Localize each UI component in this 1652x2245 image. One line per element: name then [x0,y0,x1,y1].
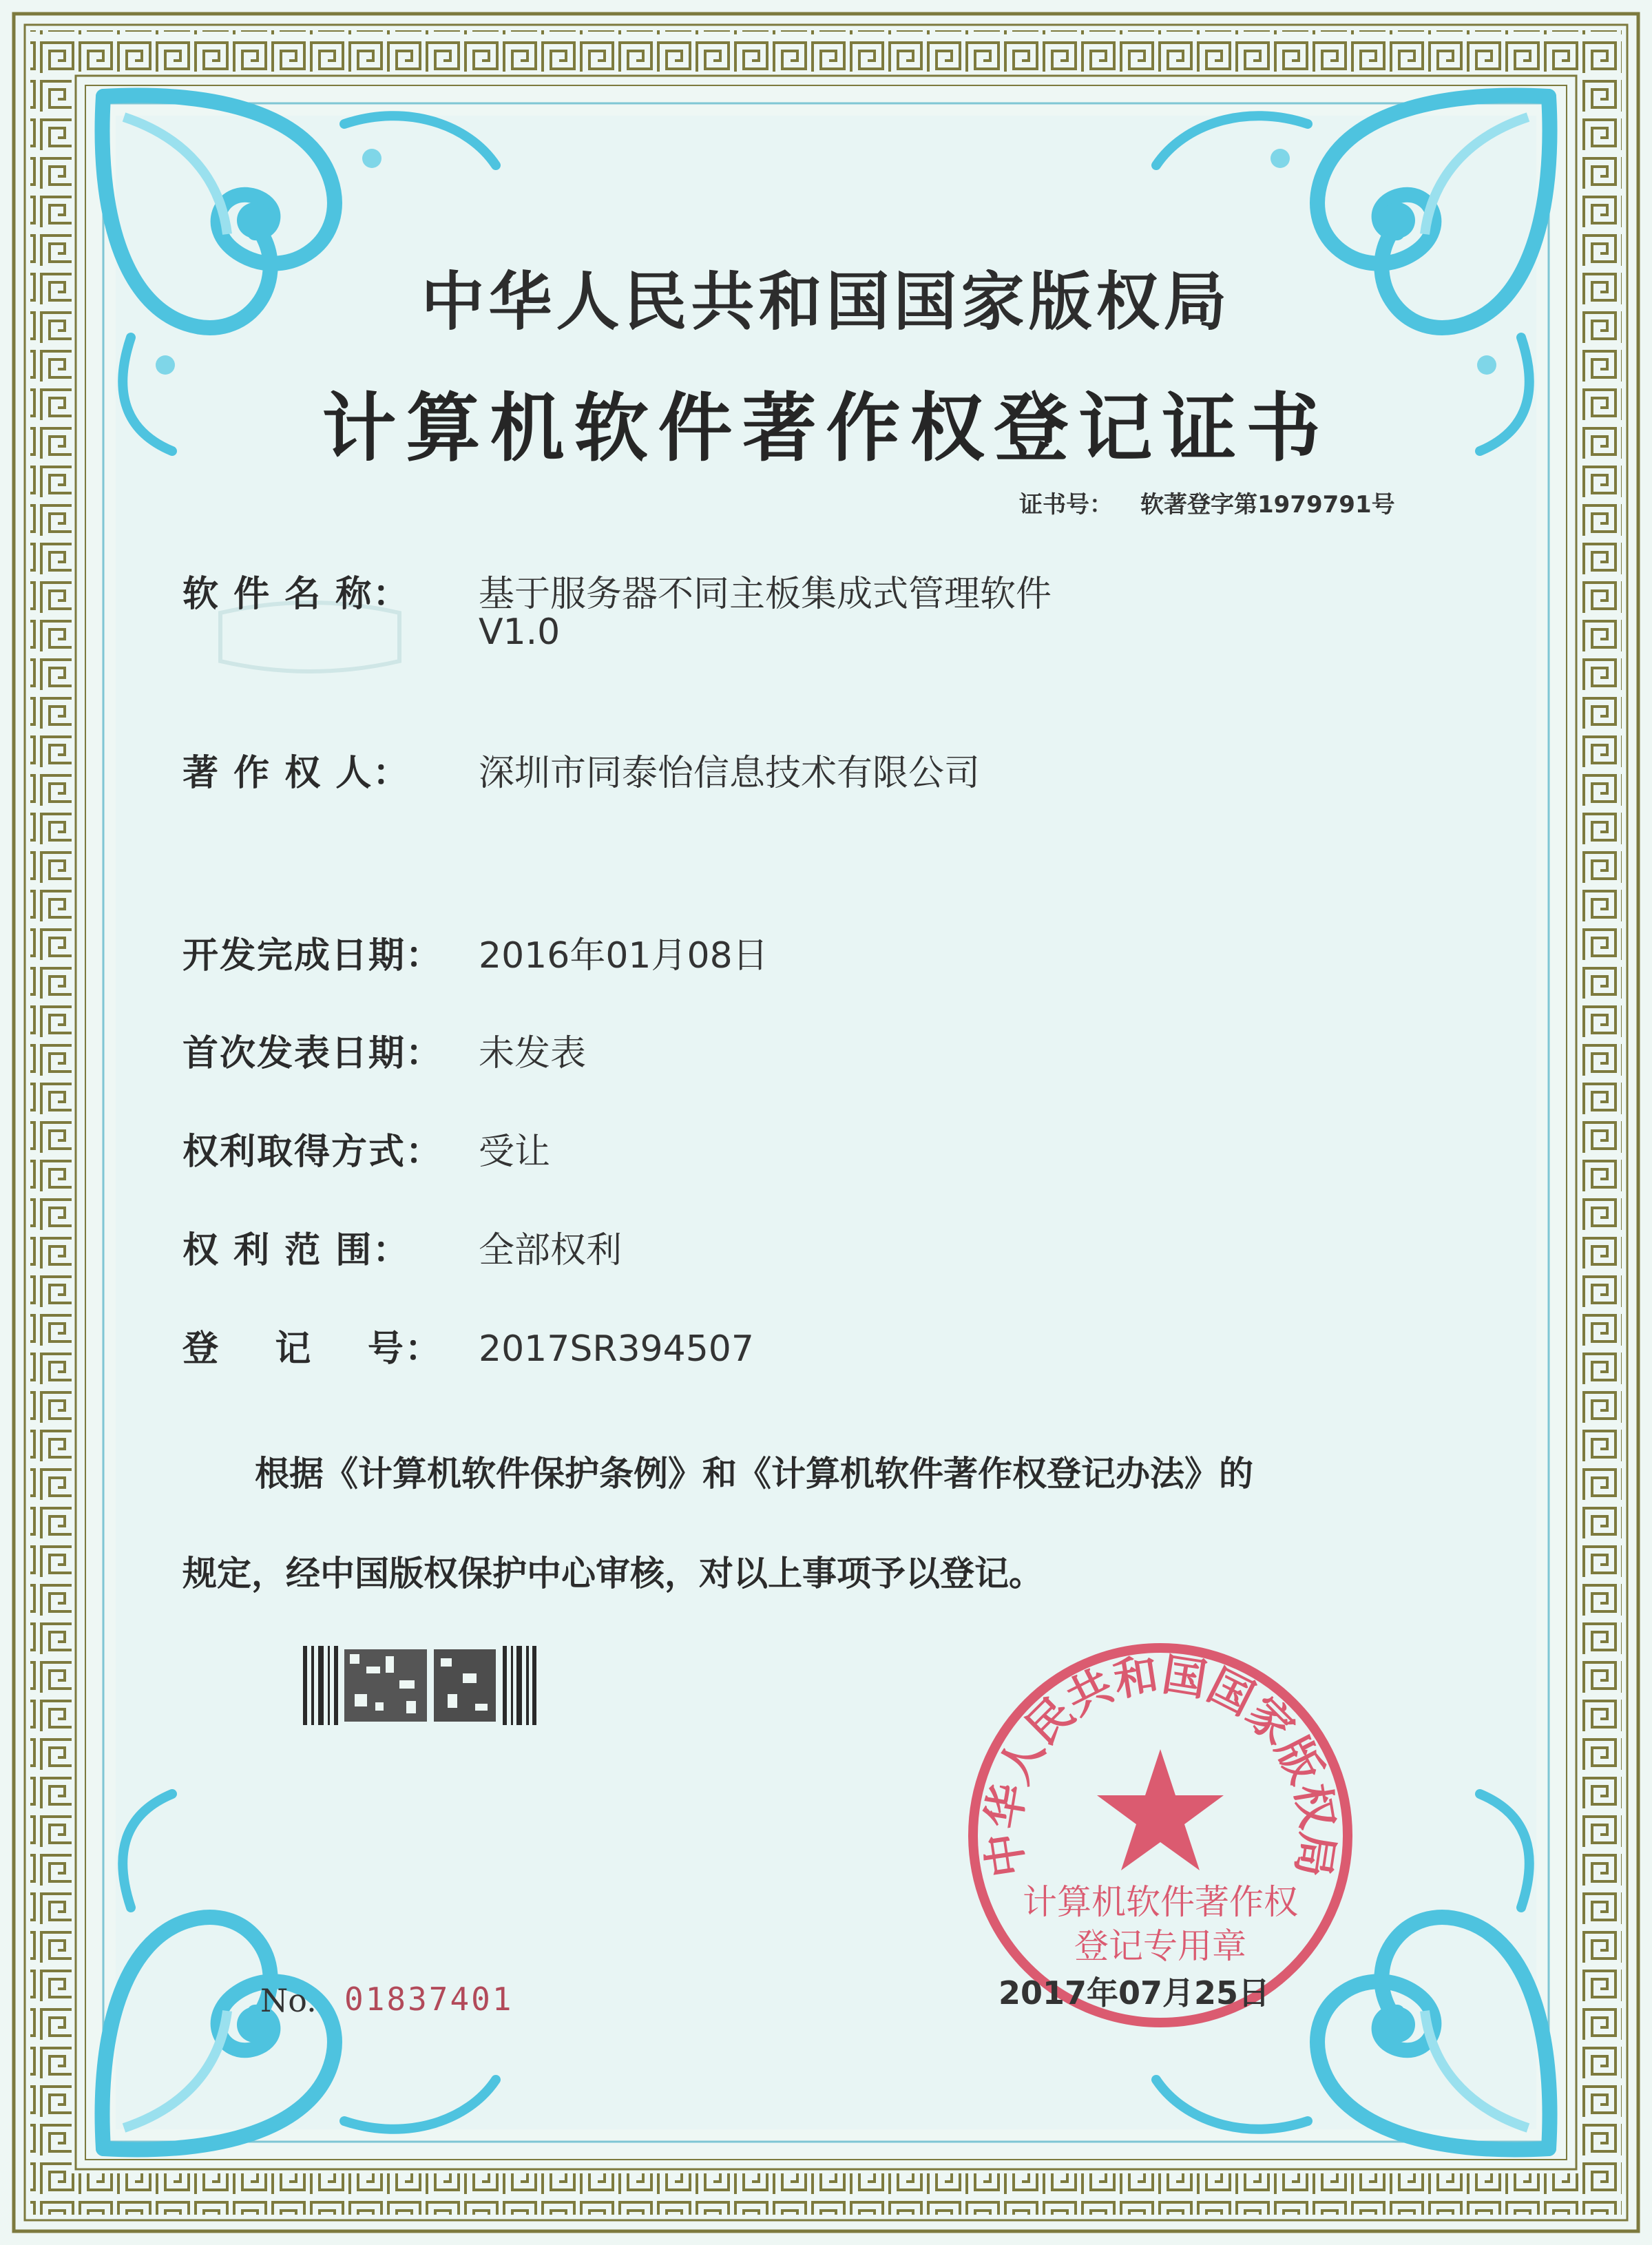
corner-ornament-bottom-left [83,1784,523,2169]
barcode [303,1646,537,1725]
field-value-version: V1.0 [479,612,561,653]
field-rights-scope [182,1221,622,1273]
certificate-number [1019,485,1395,519]
field-label: 登 记 号： [182,1328,442,1370]
field-label: 开发完成日期： [182,935,443,977]
field-software-name [182,565,1052,653]
seal-ring-text: 中华人民共和国国家版权局 [978,1649,1343,1881]
field-value: 2016年01月08日 [479,935,769,977]
field-value: 深圳市同泰怡信息技术有限公司 [479,753,981,794]
field-label: 权 利 范 围： [182,1230,410,1271]
seal-line-2: 登记专用章 [1074,1926,1246,1966]
field-label: 权利取得方式： [182,1131,443,1173]
field-acquisition-method [182,1122,550,1174]
serial-number-value: 01837401 [344,1981,514,2018]
seal-line-1: 计算机软件著作权 [1023,1882,1298,1922]
field-value: 全部权利 [479,1230,623,1271]
field-value: 2017SR394507 [479,1328,754,1370]
authority-title: 中华人民共和国国家版权局 [421,265,1231,339]
serial-number-label: No. [260,1982,317,2019]
certificate-number-label: 证书号： [1019,491,1113,519]
field-label: 首次发表日期： [182,1033,443,1074]
certificate-title: 计算机软件著作权登记证书 [322,386,1330,472]
statement-line-1: 根据《计算机软件保护条例》和《计算机软件著作权登记办法》的 [255,1454,1253,1494]
field-completion-date [182,926,769,978]
field-value: 受让 [479,1131,551,1173]
seal-star-icon [1097,1749,1224,1870]
statement-line-2: 规定，经中国版权保护中心审核，对以上事项予以登记。 [182,1554,1043,1594]
issue-date: 2017年07月25日 [998,1974,1271,2012]
field-first-publication-date [182,1024,586,1076]
field-label: 著 作 权 人： [182,753,410,794]
field-label: 软 件 名 称： [182,574,410,615]
field-registration-number [182,1319,754,1371]
certificate-number-value: 软著登字第1979791号 [1140,491,1395,519]
field-value: 未发表 [479,1033,587,1074]
field-value: 基于服务器不同主板集成式管理软件 [479,574,1052,615]
field-copyright-owner [182,744,980,795]
